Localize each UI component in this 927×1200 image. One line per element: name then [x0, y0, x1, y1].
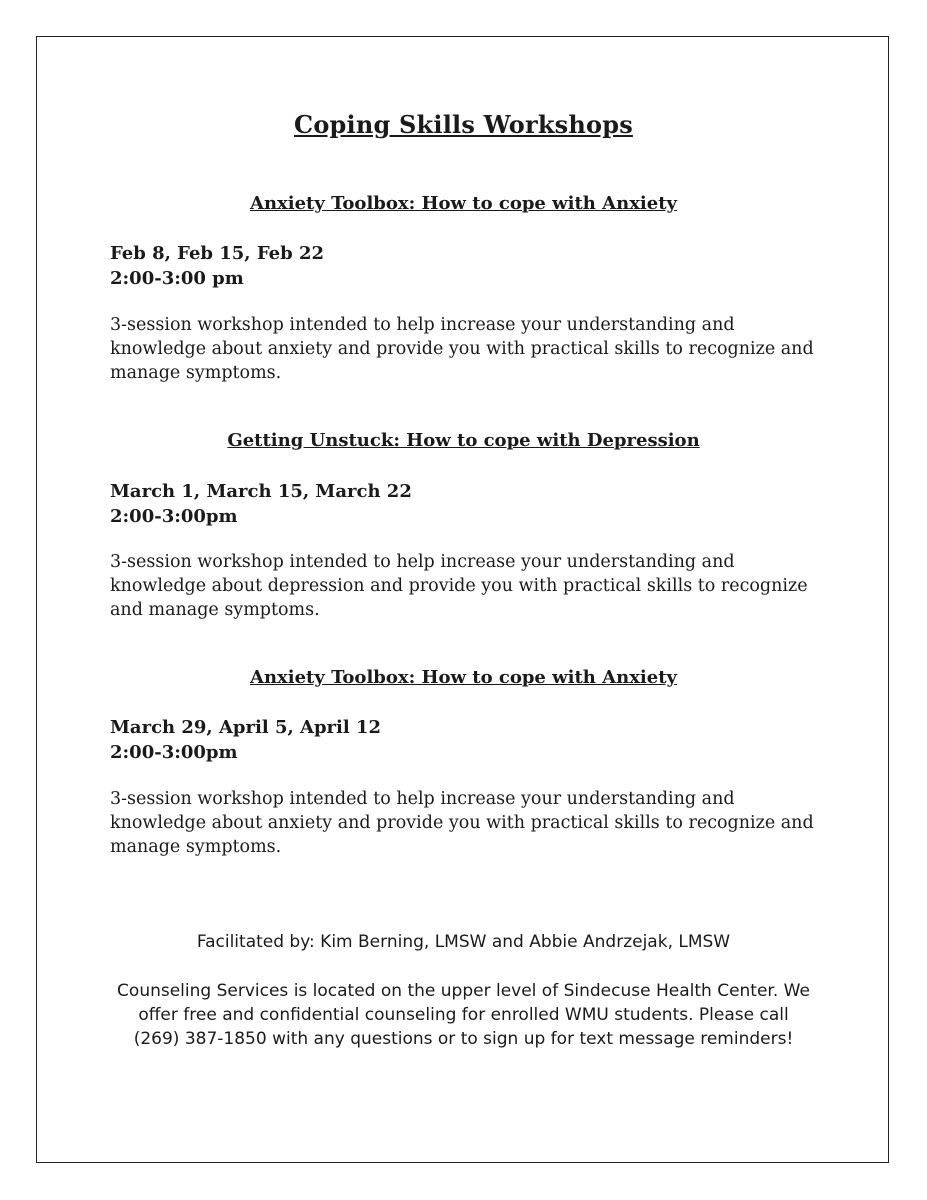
workshop-1-schedule: [110, 241, 324, 291]
counseling-info: [90, 979, 837, 1051]
workshop-3-heading: Anxiety Toolbox: How to cope with Anxiety: [249, 667, 677, 688]
description-line: 3-session workshop intended to help increase your understanding and: [110, 315, 735, 335]
description-line: knowledge about anxiety and provide you with practical skills to recognize and: [110, 813, 814, 833]
description-line: 3-session workshop intended to help increase your understanding and: [110, 789, 735, 809]
description-line: knowledge about depression and provide you with practical skills to recognize: [110, 576, 808, 596]
description-line: knowledge about anxiety and provide you with practical skills to recognize and: [110, 339, 814, 359]
workshop-2-heading: Getting Unstuck: How to cope with Depression: [227, 430, 700, 451]
info-line: offer free and confidential counseling for enrolled WMU students. Please call: [138, 1005, 789, 1025]
workshop-1-time: 2:00-3:00 pm: [110, 268, 244, 289]
info-line: (269) 387-1850 with any questions or to sign up for text message reminders!: [133, 1029, 794, 1049]
facilitators: Facilitated by: Kim Berning, LMSW and Abbie Andrzejak, LMSW: [196, 932, 731, 952]
workshop-3-schedule: [110, 715, 381, 765]
workshop-2-schedule: [110, 479, 412, 529]
workshop-3-description: [110, 787, 830, 859]
page-title: Coping Skills Workshops: [294, 110, 633, 139]
info-line: Counseling Services is located on the upper level of Sindecuse Health Center. We: [117, 981, 810, 1001]
workshop-2-time: 2:00-3:00pm: [110, 506, 238, 527]
description-line: and manage symptoms.: [110, 600, 320, 620]
description-line: 3-session workshop intended to help increase your understanding and: [110, 552, 735, 572]
workshop-1-dates: Feb 8, Feb 15, Feb 22: [110, 243, 324, 264]
workshop-3-dates: March 29, April 5, April 12: [110, 717, 382, 738]
workshop-2-dates: March 1, March 15, March 22: [110, 481, 412, 502]
description-line: manage symptoms.: [110, 363, 282, 383]
workshop-1-description: [110, 313, 830, 385]
workshop-2-description: [110, 550, 830, 622]
workshop-1-heading: Anxiety Toolbox: How to cope with Anxiety: [249, 193, 677, 214]
description-line: manage symptoms.: [110, 837, 282, 857]
workshop-3-time: 2:00-3:00pm: [110, 742, 238, 763]
